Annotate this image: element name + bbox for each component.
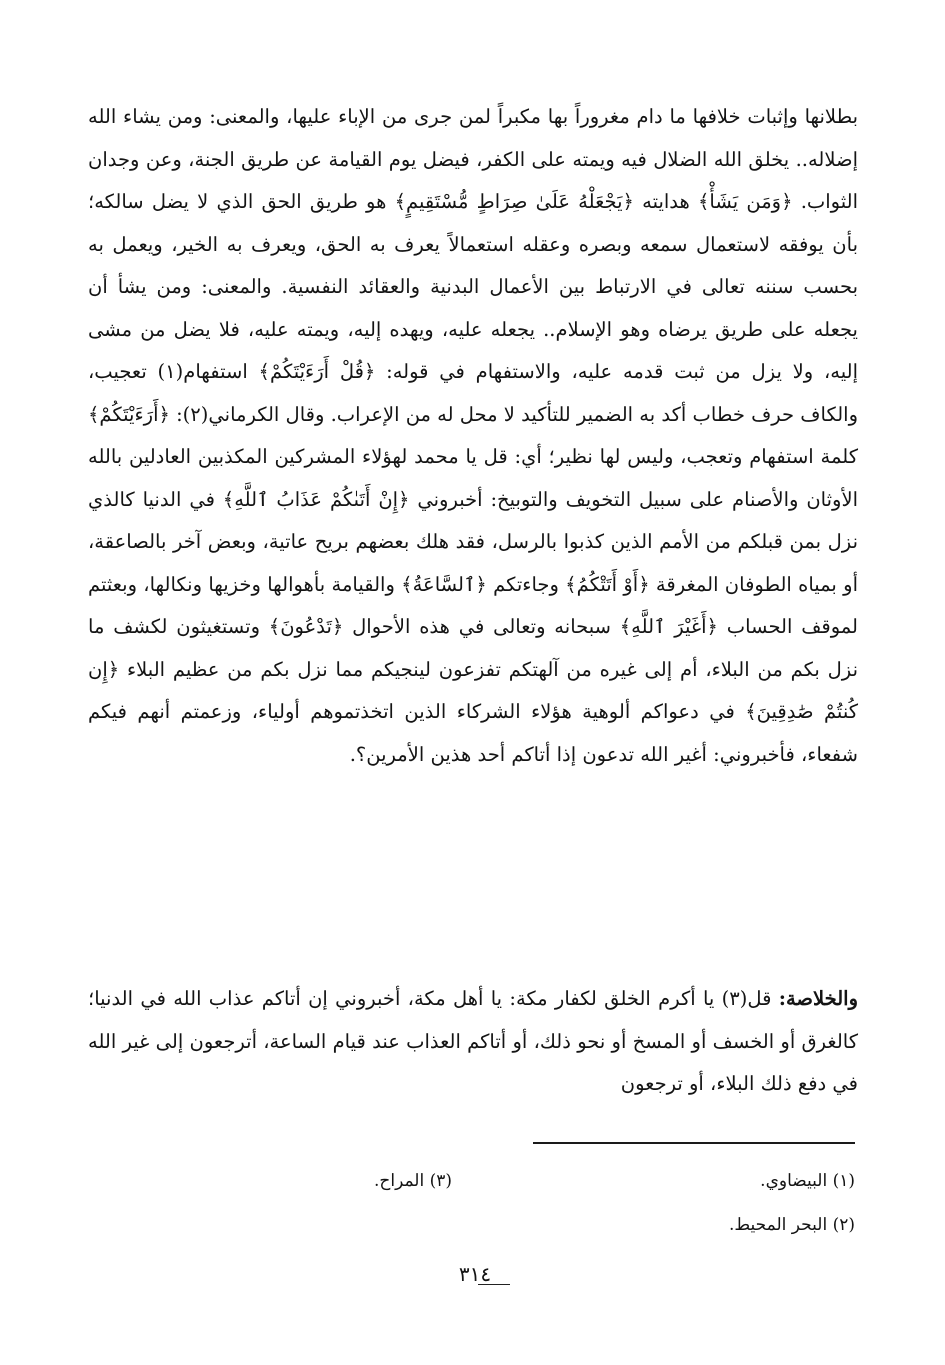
footnote-2: (٢) البحر المحيط. <box>729 1215 855 1235</box>
summary-text: قل(٣) يا أكرم الخلق لكفار مكة: يا أهل مكة، أخبروني إن أتاكم عذاب الله في الدنيا؛ كالغرق أو الخسف أو المسخ أو نحو ذلك، أو أتاكم العذاب عند قيام الساعة، أترجعون إلى غير الله في دفع ذلك البلاء، أو ترجعون <box>88 987 858 1095</box>
page-number: ٣١٤ <box>458 1262 492 1286</box>
footnote-3: (٣) المراح. <box>373 1171 452 1191</box>
summary-paragraph <box>88 978 858 1106</box>
summary-label: والخلاصة: <box>778 987 858 1010</box>
footnote-1: (١) البيضاوي. <box>760 1171 855 1191</box>
page-number-underline <box>478 1284 510 1285</box>
footnote-separator <box>533 1142 855 1144</box>
main-paragraph: بطلانها وإثبات خلافها ما دام مغروراً بها مكبراً لمن جرى من الإباء عليها، والمعنى: ومن يشاء الله إضلاله.. يخلق الله الضلال فيه ويمته على الكفر، فيضل يوم القيامة عن طريق الجنة، وعن وجدان الثواب. ﴿وَمَن يَشَأْ﴾ هدايته ﴿يَجْعَلْهُ عَلَىٰ صِرَاطٍ مُّسْتَقِيمٍ﴾ هو طريق الحق الذي لا يضل سالكه؛ بأن يوفقه لاستعمال سمعه وبصره وعقله استعمالاً يعرف به الحق، ويعرف به الخير، ويعمل به بحسب سننه تعالى في الارتباط بين الأعمال البدنية والعقائد النفسية. والمعنى: ومن يشأ أن يجعله على طريق يرضاه وهو الإسلام.. يجعله عليه، ويهده إليه، ويمته عليه، فلا يضل من مشى إليه، ولا يزل من ثبت قدمه عليه، والاستفهام في قوله: ﴿قُلْ أَرَءَيْتَكُمْ﴾ استفهام(١) تعجيب، والكاف حرف خطاب أكد به الضمير للتأكيد لا محل له من الإعراب. وقال الكرماني(٢): ﴿أَرَءَيْتَكُمْ﴾ كلمة استفهام وتعجب، وليس لها نظير؛ أي: قل يا محمد لهؤلاء المشركين المكذبين العادلين بالله الأوثان والأصنام على سبيل التخويف والتوبيخ: أخبروني ﴿إِنْ أَتَىٰكُمْ عَذَابُ ٱللَّهِ﴾ في الدنيا كالذي نزل بمن قبلكم من الأمم الذين كذبوا بالرسل، فقد هلك بعضهم بريح عاتية، وبعض آخر بالصاعقة، أو بمياه الطوفان المغرقة ﴿أَوْ أَتَتْكُمُ﴾ وجاءتكم ﴿ٱلسَّاعَةُ﴾ والقيامة بأهوالها وخزيها ونكالها، وبعثتم لموقف الحساب ﴿أَغَيْرَ ٱللَّهِ﴾ سبحانه وتعالى في هذه الأحوال ﴿تَدْعُونَ﴾ وتستغيثون لكشف ما نزل بكم من البلاء، أم إلى غيره من آلهتكم تفزعون لينجيكم مما نزل بكم من عظيم البلاء ﴿إِن كُنتُمْ صَٰدِقِينَ﴾ في دعواكم ألوهية هؤلاء الشركاء الذين اتخذتموهم أولياء، وزعمتم أنهم فيكم شفعاء، فأخبروني: أغير الله تدعون إذا أتاكم أحد هذين الأمرين؟. <box>88 105 859 766</box>
